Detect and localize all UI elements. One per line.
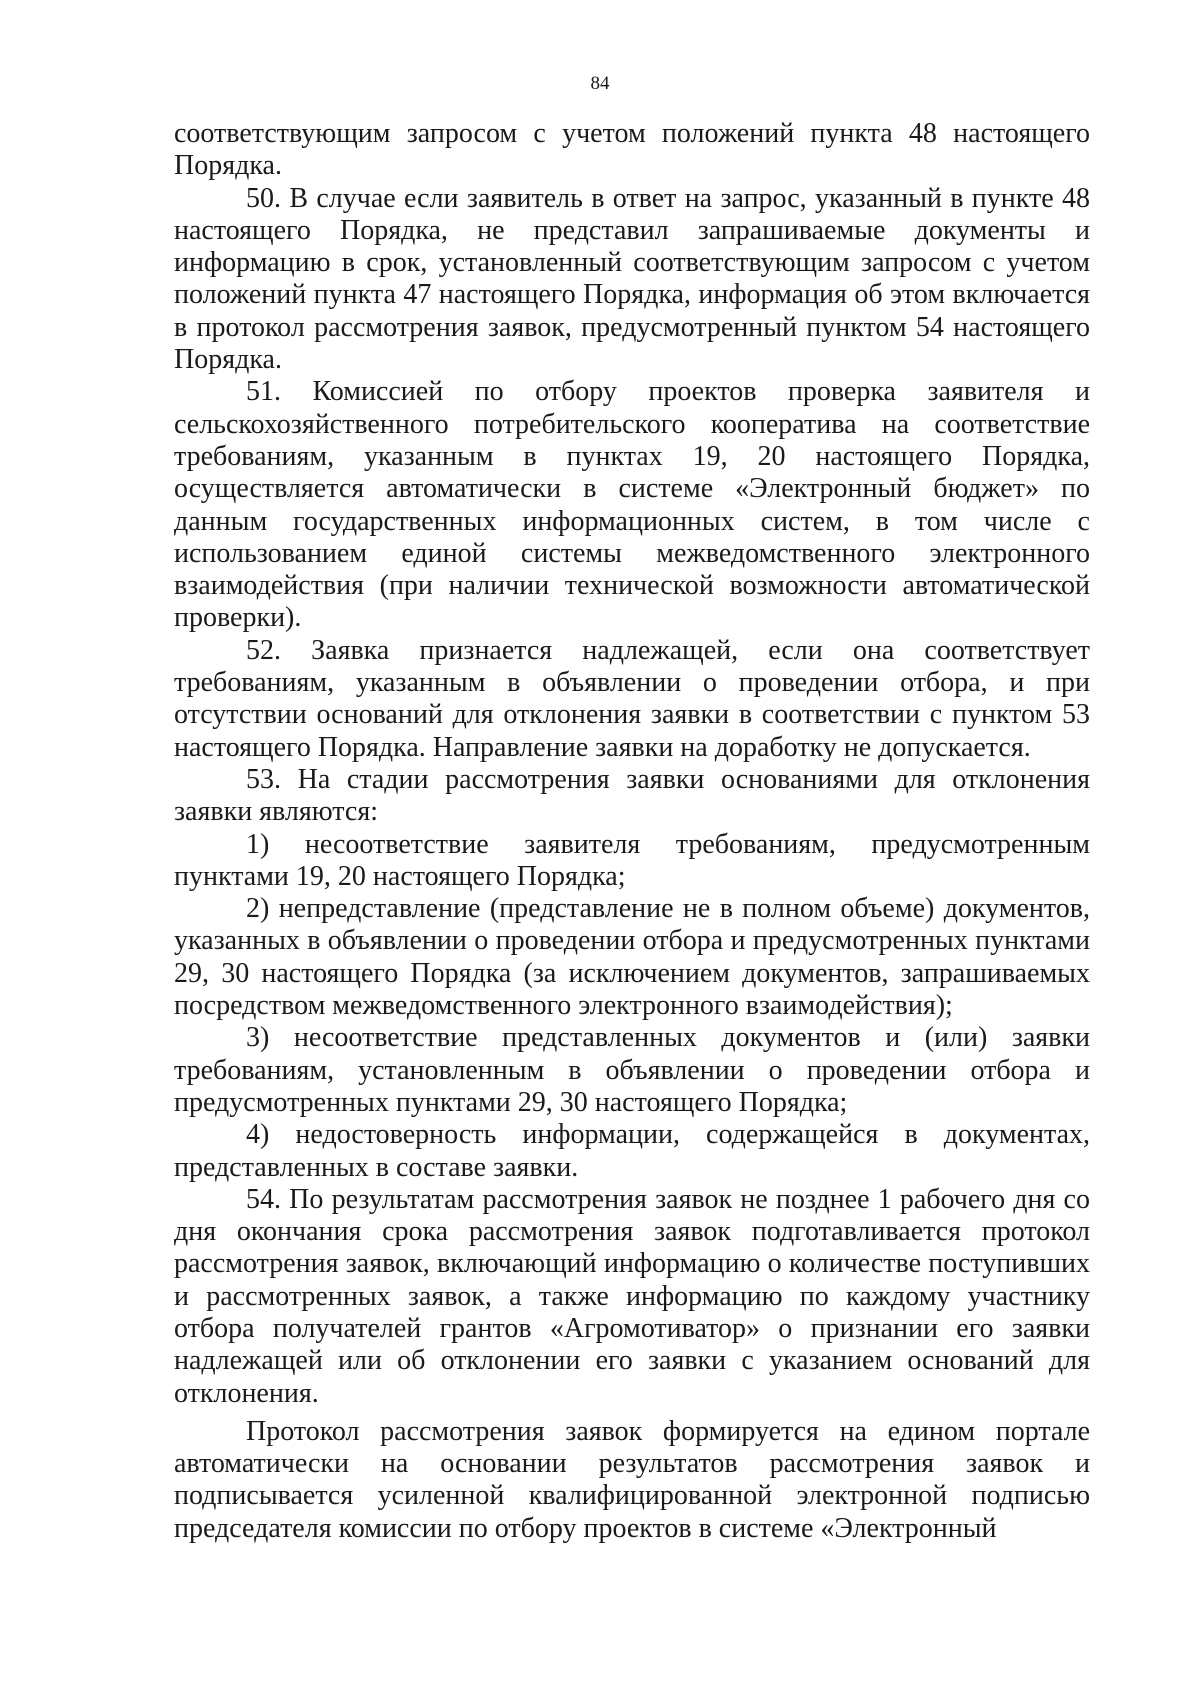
- list-item-2: 2) непредставление (представление не в полном объеме) документов, указанных в объявлении о проведении отбора и предусмотренных пунктами 29, 30 настоящего Порядка (за исключением документов, запрашиваемых посредством межведомственного электронного взаимодействия);: [174, 893, 1090, 1022]
- paragraph-51: 51. Комиссией по отбору проектов проверка заявителя и сельскохозяйственного потребительского кооператива на соответствие требованиям, указанным в пунктах 19, 20 настоящего Порядка, осуществляется автоматически в системе «Электронный бюджет» по данным государственных информационных систем, в том числе с использованием единой системы межведомственного электронного взаимодействия (при наличии технической возможности автоматической проверки).: [174, 376, 1090, 634]
- list-item-4: 4) недостоверность информации, содержащейся в документах, представленных в составе заявки.: [174, 1119, 1090, 1183]
- list-item-3: 3) несоответствие представленных документов и (или) заявки требованиям, установленным в объявлении о проведении отбора и предусмотренных пунктами 29, 30 настоящего Порядка;: [174, 1022, 1090, 1118]
- document-body: [174, 118, 1090, 1545]
- paragraph-50: 50. В случае если заявитель в ответ на запрос, указанный в пункте 48 настоящего Порядка, не представил запрашиваемые документы и информацию в срок, установленный соответствующим запросом с учетом положений пункта 47 настоящего Порядка, информация об этом включается в протокол рассмотрения заявок, предусмотренный пунктом 54 настоящего Порядка.: [174, 182, 1090, 376]
- paragraph-52: 52. Заявка признается надлежащей, если она соответствует требованиям, указанным в объявлении о проведении отбора, и при отсутствии оснований для отклонения заявки в соответствии с пунктом 53 настоящего Порядка. Направление заявки на доработку не допускается.: [174, 634, 1090, 763]
- page-number: 84: [590, 73, 610, 94]
- paragraph-continuation: соответствующим запросом с учетом положений пункта 48 настоящего Порядка.: [174, 118, 1090, 182]
- paragraph-54: 54. По результатам рассмотрения заявок не позднее 1 рабочего дня со дня окончания срока рассмотрения заявок подготавливается протокол рассмотрения заявок, включающий информацию о количестве поступивших и рассмотренных заявок, а также информацию по каждому участнику отбора получателей грантов «Агромотиватор» о признании его заявки надлежащей или об отклонении его заявки с указанием оснований для отклонения.: [174, 1183, 1090, 1409]
- paragraph-53: 53. На стадии рассмотрения заявки основаниями для отклонения заявки являются:: [174, 763, 1090, 828]
- paragraph-protocol: Протокол рассмотрения заявок формируется на едином портале автоматически на основании результатов рассмотрения заявок и подписывается усиленной квалифицированной электронной подписью председателя комиссии по отбору проектов в системе «Электронный: [174, 1415, 1090, 1544]
- list-item-1: 1) несоответствие заявителя требованиям, предусмотренным пунктами 19, 20 настоящего Порядка;: [174, 828, 1090, 892]
